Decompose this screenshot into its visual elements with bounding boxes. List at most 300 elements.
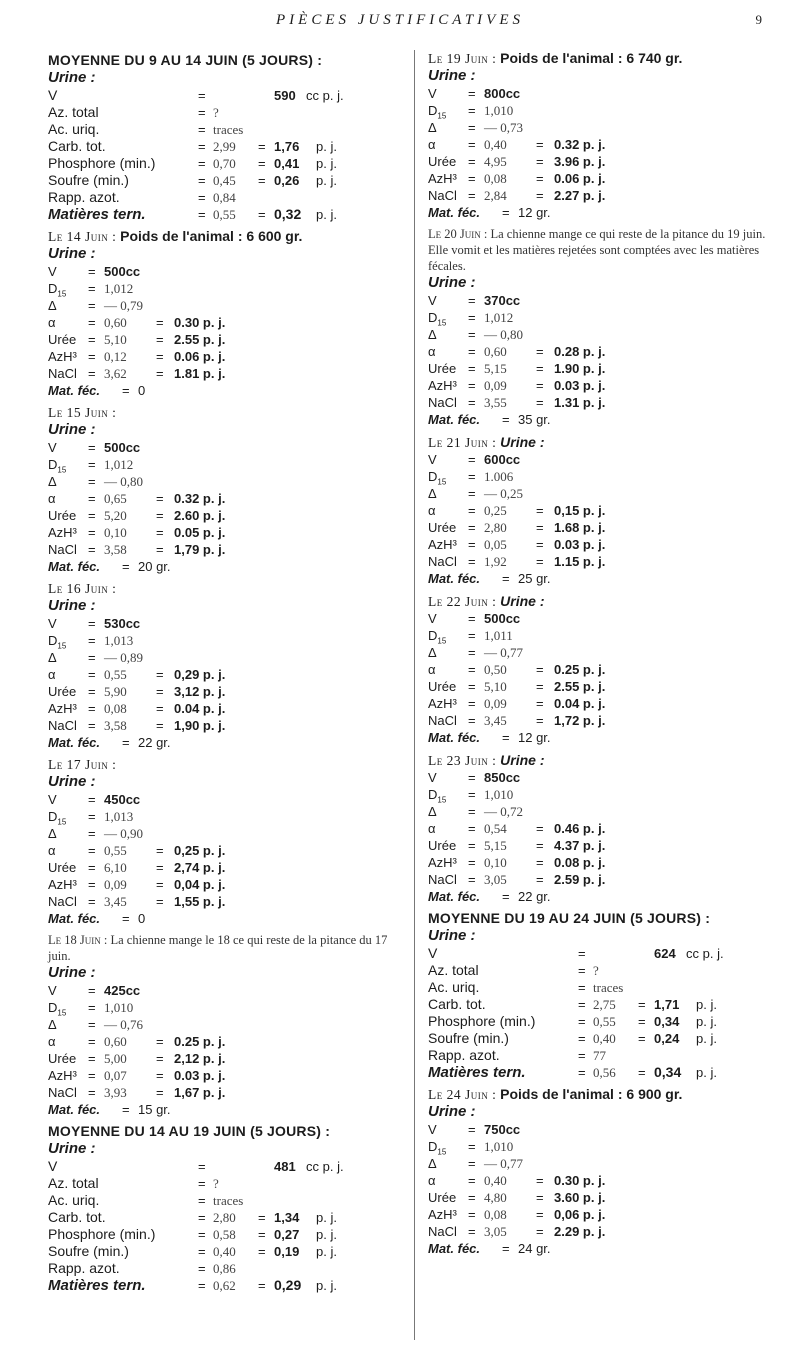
measure-row <box>48 1033 398 1050</box>
equals-sign: = <box>468 838 476 853</box>
equals-sign: = <box>468 452 476 467</box>
equals-sign: = <box>88 792 96 807</box>
measure-label: Δ <box>428 486 437 501</box>
equals-sign: = <box>536 137 544 152</box>
measure-label: V <box>48 792 57 807</box>
measure-label: NaCl <box>428 554 457 569</box>
equals-sign: = <box>156 349 164 364</box>
measure-daily: 0.04 p. j. <box>174 701 226 716</box>
mat-fec-label: Mat. féc. <box>428 1241 481 1256</box>
equals-sign: = <box>468 486 476 501</box>
measure-label: AzH³ <box>428 855 457 870</box>
equals-sign: = <box>468 469 476 484</box>
equals-sign: = <box>468 120 476 135</box>
measure-value: 3,05 <box>484 1224 507 1239</box>
measure-value: 1,010 <box>104 1000 134 1015</box>
equals-sign: = <box>156 508 164 523</box>
right-column <box>428 50 768 1262</box>
measure-row <box>48 507 398 524</box>
day-date: Le 22 Juin : <box>428 594 497 609</box>
urine-label: Urine : <box>48 1140 96 1157</box>
measure-label: NaCl <box>48 1085 77 1100</box>
average-row <box>428 945 768 962</box>
average-daily: 481 <box>274 1159 296 1174</box>
average-unit: cc p. j. <box>306 1159 344 1174</box>
average-unit: p. j. <box>316 1244 337 1259</box>
measure-row <box>428 502 768 519</box>
average-unit: cc p. j. <box>686 946 724 961</box>
measure-value: 850cc <box>484 770 521 785</box>
measure-value: 0,65 <box>104 491 127 506</box>
measure-row <box>428 712 768 729</box>
equals-sign: = <box>468 188 476 203</box>
equals-sign: = <box>468 310 476 325</box>
measure-row <box>48 859 398 876</box>
measure-daily: 0.46 p. j. <box>554 821 606 836</box>
average-unit: p. j. <box>316 1227 337 1242</box>
measure-row <box>428 136 768 153</box>
equals-sign: = <box>536 872 544 887</box>
measure-daily: 1,55 p. j. <box>174 894 226 909</box>
matieres-daily: 0,29 <box>274 1277 302 1293</box>
measure-value: — 0,73 <box>484 120 523 135</box>
equals-sign: = <box>468 872 476 887</box>
measure-value: 2,80 <box>484 520 507 535</box>
measure-label: AzH³ <box>428 171 457 186</box>
measure-row <box>428 661 768 678</box>
mat-fec-value: 0 <box>138 911 146 926</box>
equals-sign: = <box>156 718 164 733</box>
average-unit: p. j. <box>696 1014 717 1029</box>
average-label: Soufre (min.) <box>48 1243 129 1259</box>
equals-sign: = <box>638 1031 646 1046</box>
average-title: MOYENNE DU 9 AU 14 JUIN (5 JOURS) : <box>48 52 323 68</box>
measure-value: 0,55 <box>104 843 127 858</box>
average-label: Rapp. azot. <box>48 1260 120 1276</box>
urine-label: Urine : <box>48 69 96 86</box>
measure-row <box>428 820 768 837</box>
day-block <box>428 1086 768 1257</box>
measure-daily: 0.03 p. j. <box>554 378 606 393</box>
equals-sign: = <box>156 843 164 858</box>
measure-row <box>48 649 398 666</box>
equals-sign: = <box>468 713 476 728</box>
mat-fec-value: 12 gr. <box>518 730 551 745</box>
measure-daily: 0.25 p. j. <box>174 1034 226 1049</box>
average-value: traces <box>213 1193 244 1208</box>
measure-daily: 2.59 p. j. <box>554 872 606 887</box>
equals-sign: = <box>468 327 476 342</box>
day-date: Le 14 Juin : <box>48 229 117 244</box>
measure-row <box>48 893 398 910</box>
measure-row <box>48 632 398 649</box>
equals-sign: = <box>198 190 206 205</box>
equals-sign: = <box>468 86 476 101</box>
equals-sign: = <box>88 667 96 682</box>
average-row <box>48 138 398 155</box>
equals-sign: = <box>88 718 96 733</box>
equals-sign: = <box>468 554 476 569</box>
equals-sign: = <box>88 701 96 716</box>
measure-row <box>428 1172 768 1189</box>
measure-row <box>428 786 768 803</box>
average-value: ? <box>213 105 219 120</box>
measure-value: 1,011 <box>484 628 513 643</box>
equals-sign: = <box>468 611 476 626</box>
measure-value: 1,013 <box>104 809 134 824</box>
average-unit: cc p. j. <box>306 88 344 103</box>
equals-sign: = <box>258 1244 266 1259</box>
measure-label: V <box>48 616 57 631</box>
equals-sign: = <box>468 696 476 711</box>
equals-sign: = <box>258 156 266 171</box>
measure-label: Δ <box>428 645 437 660</box>
measure-row <box>428 292 768 309</box>
average-daily: 1,76 <box>274 139 300 154</box>
measure-daily: 0.28 p. j. <box>554 344 606 359</box>
matieres-daily: 0,32 <box>274 206 302 222</box>
equals-sign: = <box>156 491 164 506</box>
average-row <box>428 1047 768 1064</box>
measure-value: 0,09 <box>484 696 507 711</box>
equals-sign: = <box>198 1227 206 1242</box>
measure-row <box>428 309 768 326</box>
measure-row <box>48 490 398 507</box>
equals-sign: = <box>536 395 544 410</box>
measure-label: Urée <box>428 154 457 169</box>
measure-label: α <box>428 344 436 359</box>
equals-sign: = <box>536 821 544 836</box>
measure-row <box>48 348 398 365</box>
equals-sign: = <box>156 667 164 682</box>
equals-sign: = <box>198 88 206 103</box>
measure-row <box>428 871 768 888</box>
average-row <box>428 1030 768 1047</box>
mat-fec-label: Mat. féc. <box>428 412 481 427</box>
measure-daily: 2,12 p. j. <box>174 1051 226 1066</box>
measure-value: 3,58 <box>104 542 127 557</box>
measure-daily: 3,12 p. j. <box>174 684 226 699</box>
equals-sign: = <box>88 474 96 489</box>
equals-sign: = <box>198 105 206 120</box>
measure-label: NaCl <box>428 395 457 410</box>
measure-label: Δ <box>428 120 437 135</box>
measure-daily: 0.06 p. j. <box>174 349 226 364</box>
matieres-value: 0,56 <box>593 1065 616 1080</box>
equals-sign: = <box>88 349 96 364</box>
average-value: 0,45 <box>213 173 236 188</box>
average-value: traces <box>213 122 244 137</box>
measure-label: AzH³ <box>428 537 457 552</box>
measure-row <box>428 343 768 360</box>
animal-weight: Poids de l'animal : 6 900 gr. <box>500 1086 683 1102</box>
measure-label: V <box>48 983 57 998</box>
average-row <box>48 104 398 121</box>
measure-daily: 3.60 p. j. <box>554 1190 606 1205</box>
measure-row <box>48 700 398 717</box>
measure-value: 0,08 <box>484 171 507 186</box>
measure-row <box>428 803 768 820</box>
equals-sign: = <box>536 378 544 393</box>
equals-sign: = <box>198 173 206 188</box>
measure-label: V <box>428 1122 437 1137</box>
measure-daily: 0.04 p. j. <box>554 696 606 711</box>
measure-value: 0,08 <box>104 701 127 716</box>
measure-label: $D_{15}$ <box>428 628 447 646</box>
measure-row <box>428 119 768 136</box>
equals-sign: = <box>468 1190 476 1205</box>
measure-value: 5,15 <box>484 838 507 853</box>
urine-label: Urine : <box>48 245 96 262</box>
average-block <box>48 52 398 223</box>
mat-fec-row: Mat. féc. = 22 gr. <box>428 889 551 904</box>
equals-sign: = <box>468 628 476 643</box>
measure-value: 600cc <box>484 452 521 467</box>
average-title: MOYENNE DU 14 AU 19 JUIN (5 JOURS) : <box>48 1123 331 1139</box>
equals-sign: = <box>638 1014 646 1029</box>
equals-sign: = <box>88 826 96 841</box>
mat-fec-row: Mat. féc. = 24 gr. <box>428 1241 551 1256</box>
equals-sign: = <box>468 1156 476 1171</box>
equals-sign: = <box>468 1207 476 1222</box>
measure-label: V <box>428 452 437 467</box>
measure-label: α <box>48 315 56 330</box>
measure-label: AzH³ <box>48 877 77 892</box>
average-label: Rapp. azot. <box>428 1047 500 1063</box>
average-value: 0,40 <box>593 1031 616 1046</box>
equals-sign: = <box>536 713 544 728</box>
average-label: Ac. uriq. <box>48 121 100 137</box>
measure-daily: 0.06 p. j. <box>554 171 606 186</box>
matieres-value: 0,55 <box>213 207 236 222</box>
average-daily: 1,34 <box>274 1210 300 1225</box>
measure-label: α <box>428 137 436 152</box>
measure-label: Δ <box>48 1017 57 1032</box>
average-label: V <box>428 945 438 961</box>
average-label: Az. total <box>428 962 479 978</box>
measure-value: 0,10 <box>104 525 127 540</box>
day-block <box>428 50 768 221</box>
measure-label: NaCl <box>428 872 457 887</box>
average-unit: p. j. <box>316 139 337 154</box>
mat-fec-row: Mat. féc. = 12 gr. <box>428 205 551 220</box>
equals-sign: = <box>156 701 164 716</box>
mat-fec-value: 12 gr. <box>518 205 551 220</box>
matieres-row: Matières tern. = 0,55 = 0,32 p. j. <box>48 206 337 223</box>
equals-sign: = <box>638 997 646 1012</box>
equals-sign: = <box>88 633 96 648</box>
measure-value: 1,010 <box>484 787 514 802</box>
measure-value: 0,60 <box>484 344 507 359</box>
measure-value: 6,10 <box>104 860 127 875</box>
measure-row <box>48 842 398 859</box>
mat-fec-value: 35 gr. <box>518 412 551 427</box>
day-block <box>428 751 768 905</box>
day-date: Le 21 Juin : <box>428 435 497 450</box>
measure-daily: 4.37 p. j. <box>554 838 606 853</box>
average-label: Az. total <box>48 104 99 120</box>
day-rows <box>48 439 398 558</box>
equals-sign: = <box>468 787 476 802</box>
measure-value: 1,012 <box>104 457 134 472</box>
equals-sign: = <box>156 1085 164 1100</box>
day-date: Le 15 Juin : <box>48 405 117 420</box>
measure-value: 5,00 <box>104 1051 127 1066</box>
measure-label: Δ <box>428 1156 437 1171</box>
measure-label: α <box>48 491 56 506</box>
measure-label: NaCl <box>428 188 457 203</box>
average-value: 0,55 <box>593 1014 616 1029</box>
equals-sign: = <box>88 616 96 631</box>
measure-daily: 0.03 p. j. <box>554 537 606 552</box>
measure-label: Δ <box>48 474 57 489</box>
measure-row <box>428 102 768 119</box>
measure-daily: 0,25 p. j. <box>174 843 226 858</box>
measure-daily: 1,72 p. j. <box>554 713 606 728</box>
measure-label: NaCl <box>48 542 77 557</box>
mat-fec-value: 22 gr. <box>518 889 551 904</box>
day-note: La chienne mange le 18 ce qui reste de la pitance du 17 juin. <box>48 933 388 963</box>
measure-label: V <box>428 86 437 101</box>
equals-sign: = <box>468 293 476 308</box>
average-row <box>48 172 398 189</box>
mat-fec-row: Mat. féc. = 15 gr. <box>48 1102 171 1117</box>
measure-value: 0,09 <box>484 378 507 393</box>
measure-row <box>428 1121 768 1138</box>
measure-label: V <box>428 770 437 785</box>
mat-fec-value: 22 gr. <box>138 735 171 750</box>
measure-value: 2,84 <box>484 188 507 203</box>
day-date: Le 18 Juin : <box>48 933 108 947</box>
mat-fec-label: Mat. féc. <box>428 889 481 904</box>
equals-sign: = <box>468 1122 476 1137</box>
measure-daily: 2.55 p. j. <box>554 679 606 694</box>
equals-sign: = <box>536 1207 544 1222</box>
measure-row <box>48 1016 398 1033</box>
measure-value: — 0,25 <box>484 486 523 501</box>
measure-label: α <box>48 843 56 858</box>
equals-sign: = <box>468 103 476 118</box>
day-block <box>48 756 398 927</box>
measure-label: V <box>48 440 57 455</box>
measure-value: 0,54 <box>484 821 507 836</box>
equals-sign: = <box>88 542 96 557</box>
average-label: Soufre (min.) <box>48 172 129 188</box>
equals-sign: = <box>156 1034 164 1049</box>
measure-label: $D_{15}$ <box>428 469 447 487</box>
equals-sign: = <box>468 537 476 552</box>
equals-sign: = <box>156 1068 164 1083</box>
equals-sign: = <box>258 1210 266 1225</box>
average-label: V <box>48 87 58 103</box>
average-label: Phosphore (min.) <box>428 1013 536 1029</box>
measure-label: NaCl <box>428 713 457 728</box>
measure-label: α <box>48 667 56 682</box>
measure-value: 0,50 <box>484 662 507 677</box>
mat-fec-label: Mat. féc. <box>48 911 101 926</box>
average-value: 0,86 <box>213 1261 236 1276</box>
urine-label: Urine : <box>428 927 476 944</box>
equals-sign: = <box>536 662 544 677</box>
measure-daily: 1,67 p. j. <box>174 1085 226 1100</box>
average-rows <box>428 945 768 1064</box>
average-daily: 1,71 <box>654 997 680 1012</box>
day-date: Le 23 Juin : <box>428 753 497 768</box>
average-value: traces <box>593 980 624 995</box>
measure-row <box>48 314 398 331</box>
measure-value: 0,12 <box>104 349 127 364</box>
equals-sign: = <box>536 855 544 870</box>
measure-label: α <box>428 503 436 518</box>
equals-sign: = <box>198 1244 206 1259</box>
measure-row <box>428 644 768 661</box>
average-unit: p. j. <box>696 997 717 1012</box>
measure-row <box>48 456 398 473</box>
equals-sign: = <box>468 855 476 870</box>
measure-daily: 0,04 p. j. <box>174 877 226 892</box>
measure-row <box>428 1206 768 1223</box>
measure-row <box>48 1050 398 1067</box>
measure-label: $D_{15}$ <box>48 633 67 651</box>
equals-sign: = <box>536 520 544 535</box>
measure-label: Δ <box>428 327 437 342</box>
day-rows <box>428 292 768 411</box>
average-daily: 0,34 <box>654 1014 680 1029</box>
equals-sign: = <box>88 315 96 330</box>
average-unit: p. j. <box>316 156 337 171</box>
day-rows <box>428 451 768 570</box>
equals-sign: = <box>468 361 476 376</box>
equals-sign: = <box>88 983 96 998</box>
measure-value: 5,10 <box>104 332 127 347</box>
measure-row <box>48 331 398 348</box>
day-block <box>428 433 768 587</box>
measure-label: Δ <box>428 804 437 819</box>
measure-daily: 2,74 p. j. <box>174 860 226 875</box>
matieres-row: Matières tern. = 0,56 = 0,34 p. j. <box>428 1064 717 1081</box>
measure-value: — 0,80 <box>484 327 523 342</box>
day-block <box>48 932 398 1118</box>
measure-daily: 0,29 p. j. <box>174 667 226 682</box>
measure-row <box>428 610 768 627</box>
equals-sign: = <box>468 770 476 785</box>
day-date: Le 20 Juin : <box>428 227 488 241</box>
day-block <box>48 404 398 575</box>
equals-sign: = <box>88 894 96 909</box>
measure-row <box>428 695 768 712</box>
left-column <box>48 50 398 1299</box>
measure-value: — 0,79 <box>104 298 143 313</box>
average-label: Phosphore (min.) <box>48 1226 156 1242</box>
average-value: 2,80 <box>213 1210 236 1225</box>
equals-sign: = <box>88 1085 96 1100</box>
day-date: Le 17 Juin : <box>48 757 117 772</box>
equals-sign: = <box>468 171 476 186</box>
equals-sign: = <box>198 1210 206 1225</box>
measure-label: NaCl <box>428 1224 457 1239</box>
average-block <box>428 910 768 1081</box>
measure-label: $D_{15}$ <box>48 281 67 299</box>
day-block <box>48 228 398 399</box>
urine-label: Urine : <box>48 773 96 790</box>
measure-value: 0,08 <box>484 1207 507 1222</box>
measure-value: — 0,77 <box>484 1156 523 1171</box>
measure-row <box>428 394 768 411</box>
measure-value: 530cc <box>104 616 141 631</box>
urine-label: Urine : <box>500 434 545 450</box>
matieres-unit: p. j. <box>696 1065 717 1080</box>
average-daily: 0,24 <box>654 1031 680 1046</box>
